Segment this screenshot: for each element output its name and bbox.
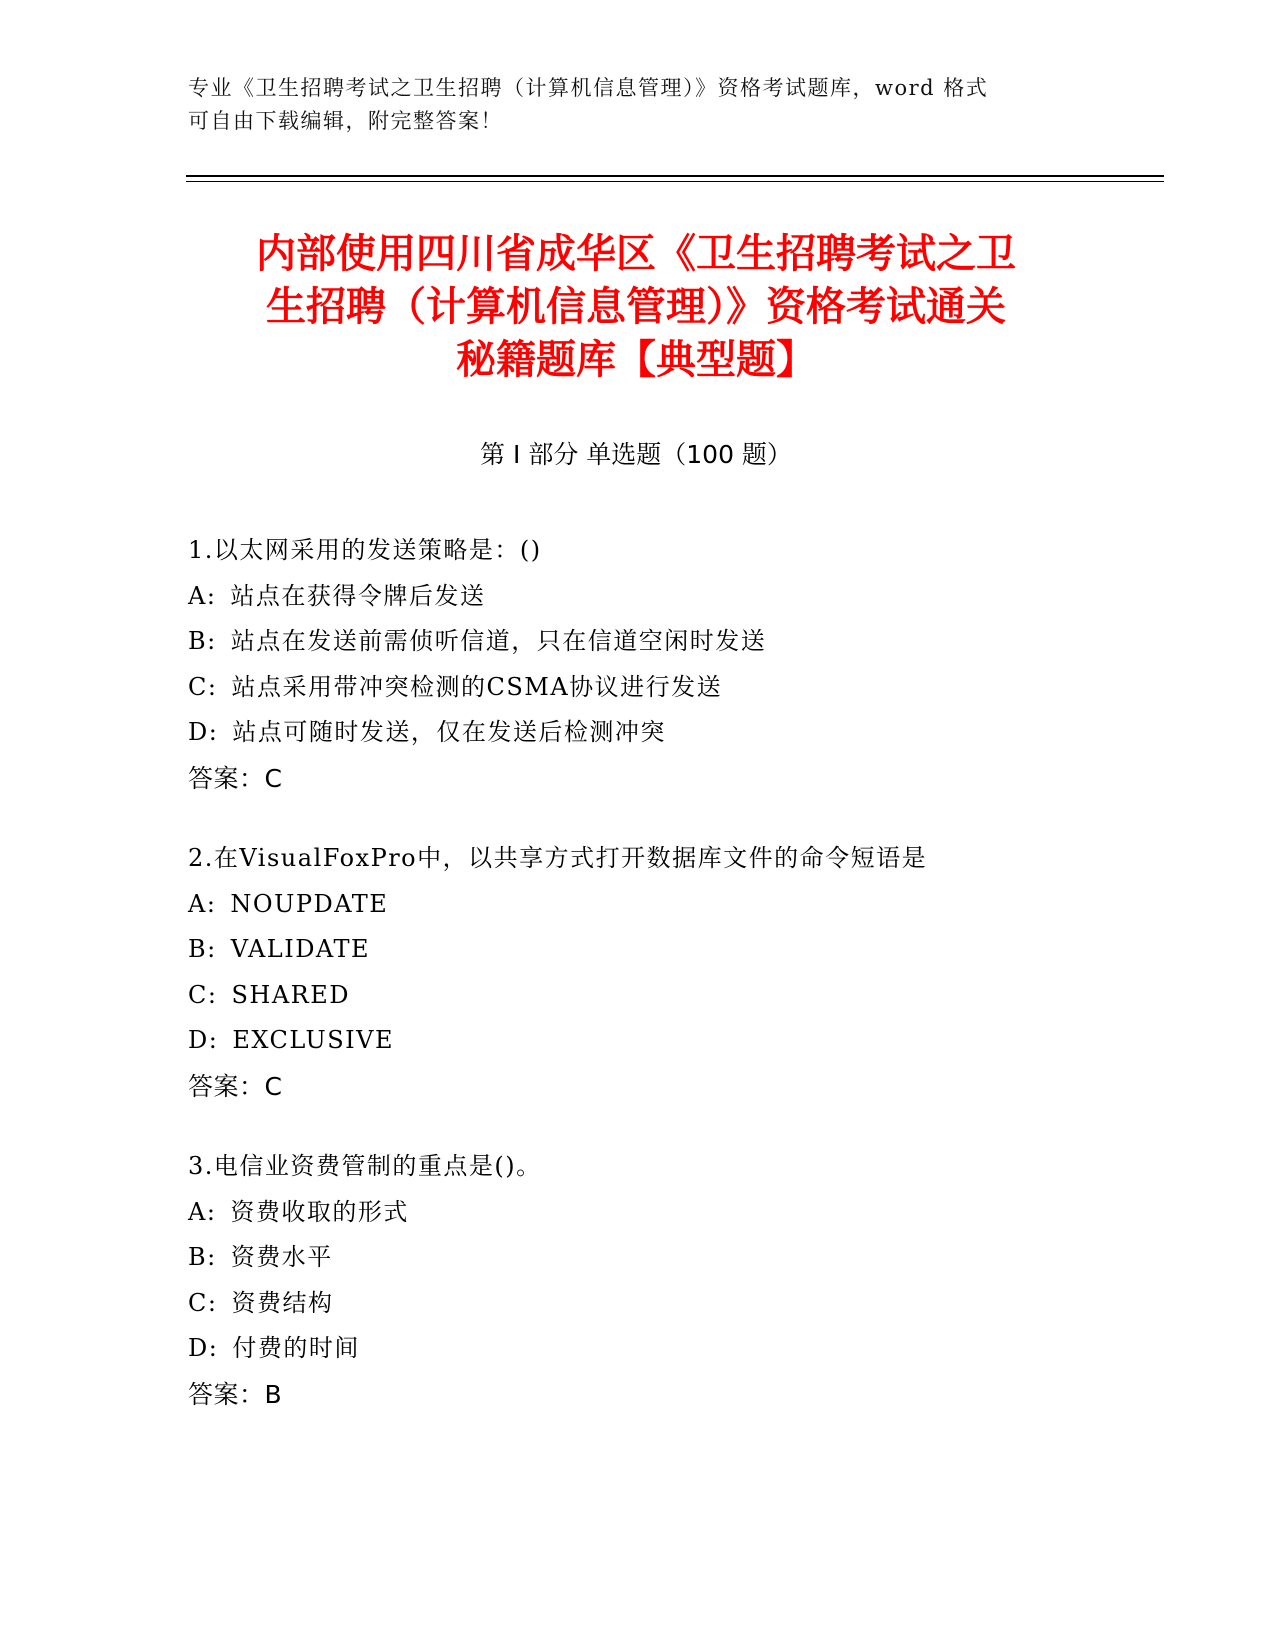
document-title — [186, 228, 1086, 387]
option-text: 付费的时间 — [232, 1334, 360, 1362]
document-title-line-2: 生招聘（计算机信息管理）》资格考试通关 — [266, 284, 1006, 330]
option-label: A: — [188, 581, 217, 610]
option-label: B: — [188, 627, 217, 655]
option-a — [188, 1190, 1118, 1236]
answer-text: 答案：B — [188, 1379, 283, 1409]
document-title-line-1: 内部使用四川省成华区《卫生招聘考试之卫 — [256, 231, 1016, 277]
option-c — [188, 665, 1118, 711]
option-label: A: — [188, 1197, 217, 1226]
option-label: C: — [188, 980, 218, 1009]
document-title-line-3: 秘籍题库【典型题】 — [456, 337, 816, 383]
option-d — [188, 1018, 1118, 1064]
question-item — [188, 528, 1118, 801]
option-b — [188, 927, 1118, 973]
option-label: C: — [188, 672, 218, 701]
header-note-line-1: 专业《卫生招聘考试之卫生招聘（计算机信息管理）》资格考试题库，word 格式 — [188, 76, 989, 100]
option-c — [188, 973, 1118, 1019]
option-text: 站点可随时发送，仅在发送后检测冲突 — [232, 718, 666, 746]
question-text: 1.以太网采用的发送策略是：() — [188, 536, 542, 564]
header-note-line-2: 可自由下载编辑，附完整答案！ — [188, 109, 503, 133]
option-a — [188, 882, 1118, 928]
option-b — [188, 1235, 1118, 1281]
answer-text: 答案：C — [188, 763, 283, 793]
option-a — [188, 574, 1118, 620]
section-title: 第 I 部分 单选题（100 题） — [480, 440, 792, 469]
option-c — [188, 1281, 1118, 1327]
option-label: A: — [188, 889, 217, 918]
option-text: 站点在获得令牌后发送 — [230, 581, 486, 610]
option-label: D: — [188, 718, 219, 746]
option-text: 资费收取的形式 — [230, 1197, 409, 1226]
question-text: 3.电信业资费管制的重点是()。 — [188, 1152, 542, 1180]
question-text: 2.在VisualFoxPro中，以共享方式打开数据库文件的命令短语是 — [188, 844, 928, 872]
header-divider-thick — [186, 175, 1164, 177]
option-label: B: — [188, 1243, 217, 1271]
option-d — [188, 1326, 1118, 1372]
option-label: D: — [188, 1334, 219, 1362]
header-divider-thin — [186, 181, 1164, 182]
option-text: EXCLUSIVE — [232, 1026, 394, 1054]
option-label: C: — [188, 1288, 218, 1317]
answer-text: 答案：C — [188, 1071, 283, 1101]
option-text: NOUPDATE — [230, 889, 389, 918]
option-text: 资费结构 — [231, 1288, 334, 1317]
option-label: D: — [188, 1026, 219, 1054]
option-text: 资费水平 — [230, 1243, 333, 1271]
option-d — [188, 710, 1118, 756]
option-label: B: — [188, 935, 217, 963]
option-text: 站点在发送前需侦听信道，只在信道空闲时发送 — [230, 627, 767, 655]
question-list — [188, 528, 1118, 1452]
option-b — [188, 619, 1118, 665]
option-text: SHARED — [231, 980, 350, 1009]
question-item — [188, 836, 1118, 1109]
header-note — [188, 72, 1068, 138]
question-item — [188, 1144, 1118, 1417]
option-text: 站点采用带冲突检测的CSMA协议进行发送 — [231, 672, 723, 701]
option-text: VALIDATE — [230, 935, 370, 963]
